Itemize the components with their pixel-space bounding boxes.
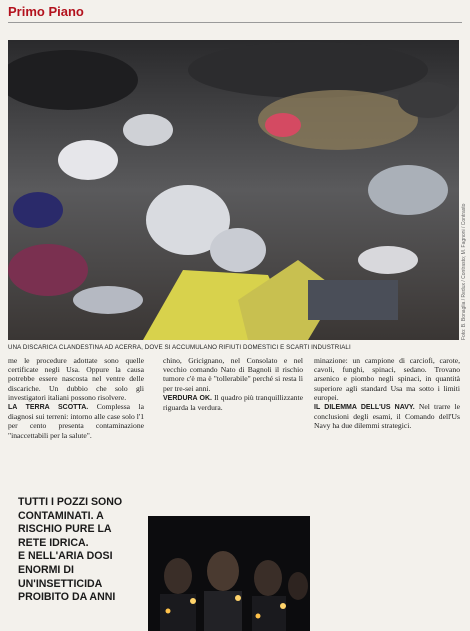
paragraph: Complessa la diagnosi sui terreni: intorno alle case solo l'1 per cento presenta contaminazione "inaccettabili per la salute". <box>8 402 144 440</box>
pull-quote-line: PROIBITO DA ANNI <box>18 591 116 604</box>
paragraph: Il quadro più tranquillizzante riguarda la verdura. <box>163 392 303 413</box>
section-rubric: Primo Piano <box>8 4 84 19</box>
article-column-1 <box>8 356 144 486</box>
subhead-verdura-ok: VERDURA OK. <box>163 394 212 402</box>
pull-quote-line: CONTAMINATI. A <box>18 509 104 522</box>
page-header <box>8 4 462 23</box>
landfill-photo <box>8 40 459 340</box>
photo-caption: UNA DISCARICA CLANDESTINA AD ACERRA, DOVE SI ACCUMULANO RIFIUTI DOMESTICI E SCARTI INDUSTRIALI <box>8 344 351 351</box>
paragraph: minazione: un campione di carciofi, carote, cavoli, funghi, spinaci, sedano. Trovano arsenico e piombo negli spinaci, in quantità superiore agli standard Usa ma sotto i limiti europei. <box>314 356 460 402</box>
subhead-dilemma-us-navy: IL DILEMMA DELL'US NAVY. <box>314 404 415 412</box>
photo-credit: Foto: B. Bonaglia / Redux / Contrasto; M. Fagnoni / Contrasto <box>461 203 467 340</box>
pull-quote-line: RETE IDRICA. <box>18 536 89 549</box>
article-column-3 <box>314 356 460 626</box>
pull-quote-line: RISCHIO PURE LA <box>18 523 112 536</box>
subhead-terra-scotta: LA TERRA SCOTTA. <box>8 404 89 412</box>
candlelight-vigil-photo <box>148 516 310 631</box>
paragraph: chino, Gricignano, nel Consolato e nel vecchio comando Nato di Bagnoli il rischio tumore c'è ma è "tollerabile" perché si resta lì per tre-sei anni. <box>163 356 303 393</box>
pull-quote-line: UN'INSETTICIDA <box>18 577 103 590</box>
paragraph: me le procedure adottate sono quelle certificate negli Usa. Oppure la causa potrebbe essere nascosta nel ventre delle discariche. Un dubbio che solo gli investigatori italiani possono risolvere. <box>8 356 144 402</box>
pull-quote-line: TUTTI I POZZI SONO <box>18 496 123 508</box>
paragraph: Nel trarre le conclusioni degli esami, il Comando dell'Us Navy ha due dilemmi strategici. <box>314 402 460 431</box>
pull-quote <box>18 496 142 605</box>
pull-quote-line: ENORMI DI <box>18 563 74 576</box>
article-column-2 <box>163 356 303 516</box>
pull-quote-line: E NELL'ARIA DOSI <box>18 550 113 563</box>
